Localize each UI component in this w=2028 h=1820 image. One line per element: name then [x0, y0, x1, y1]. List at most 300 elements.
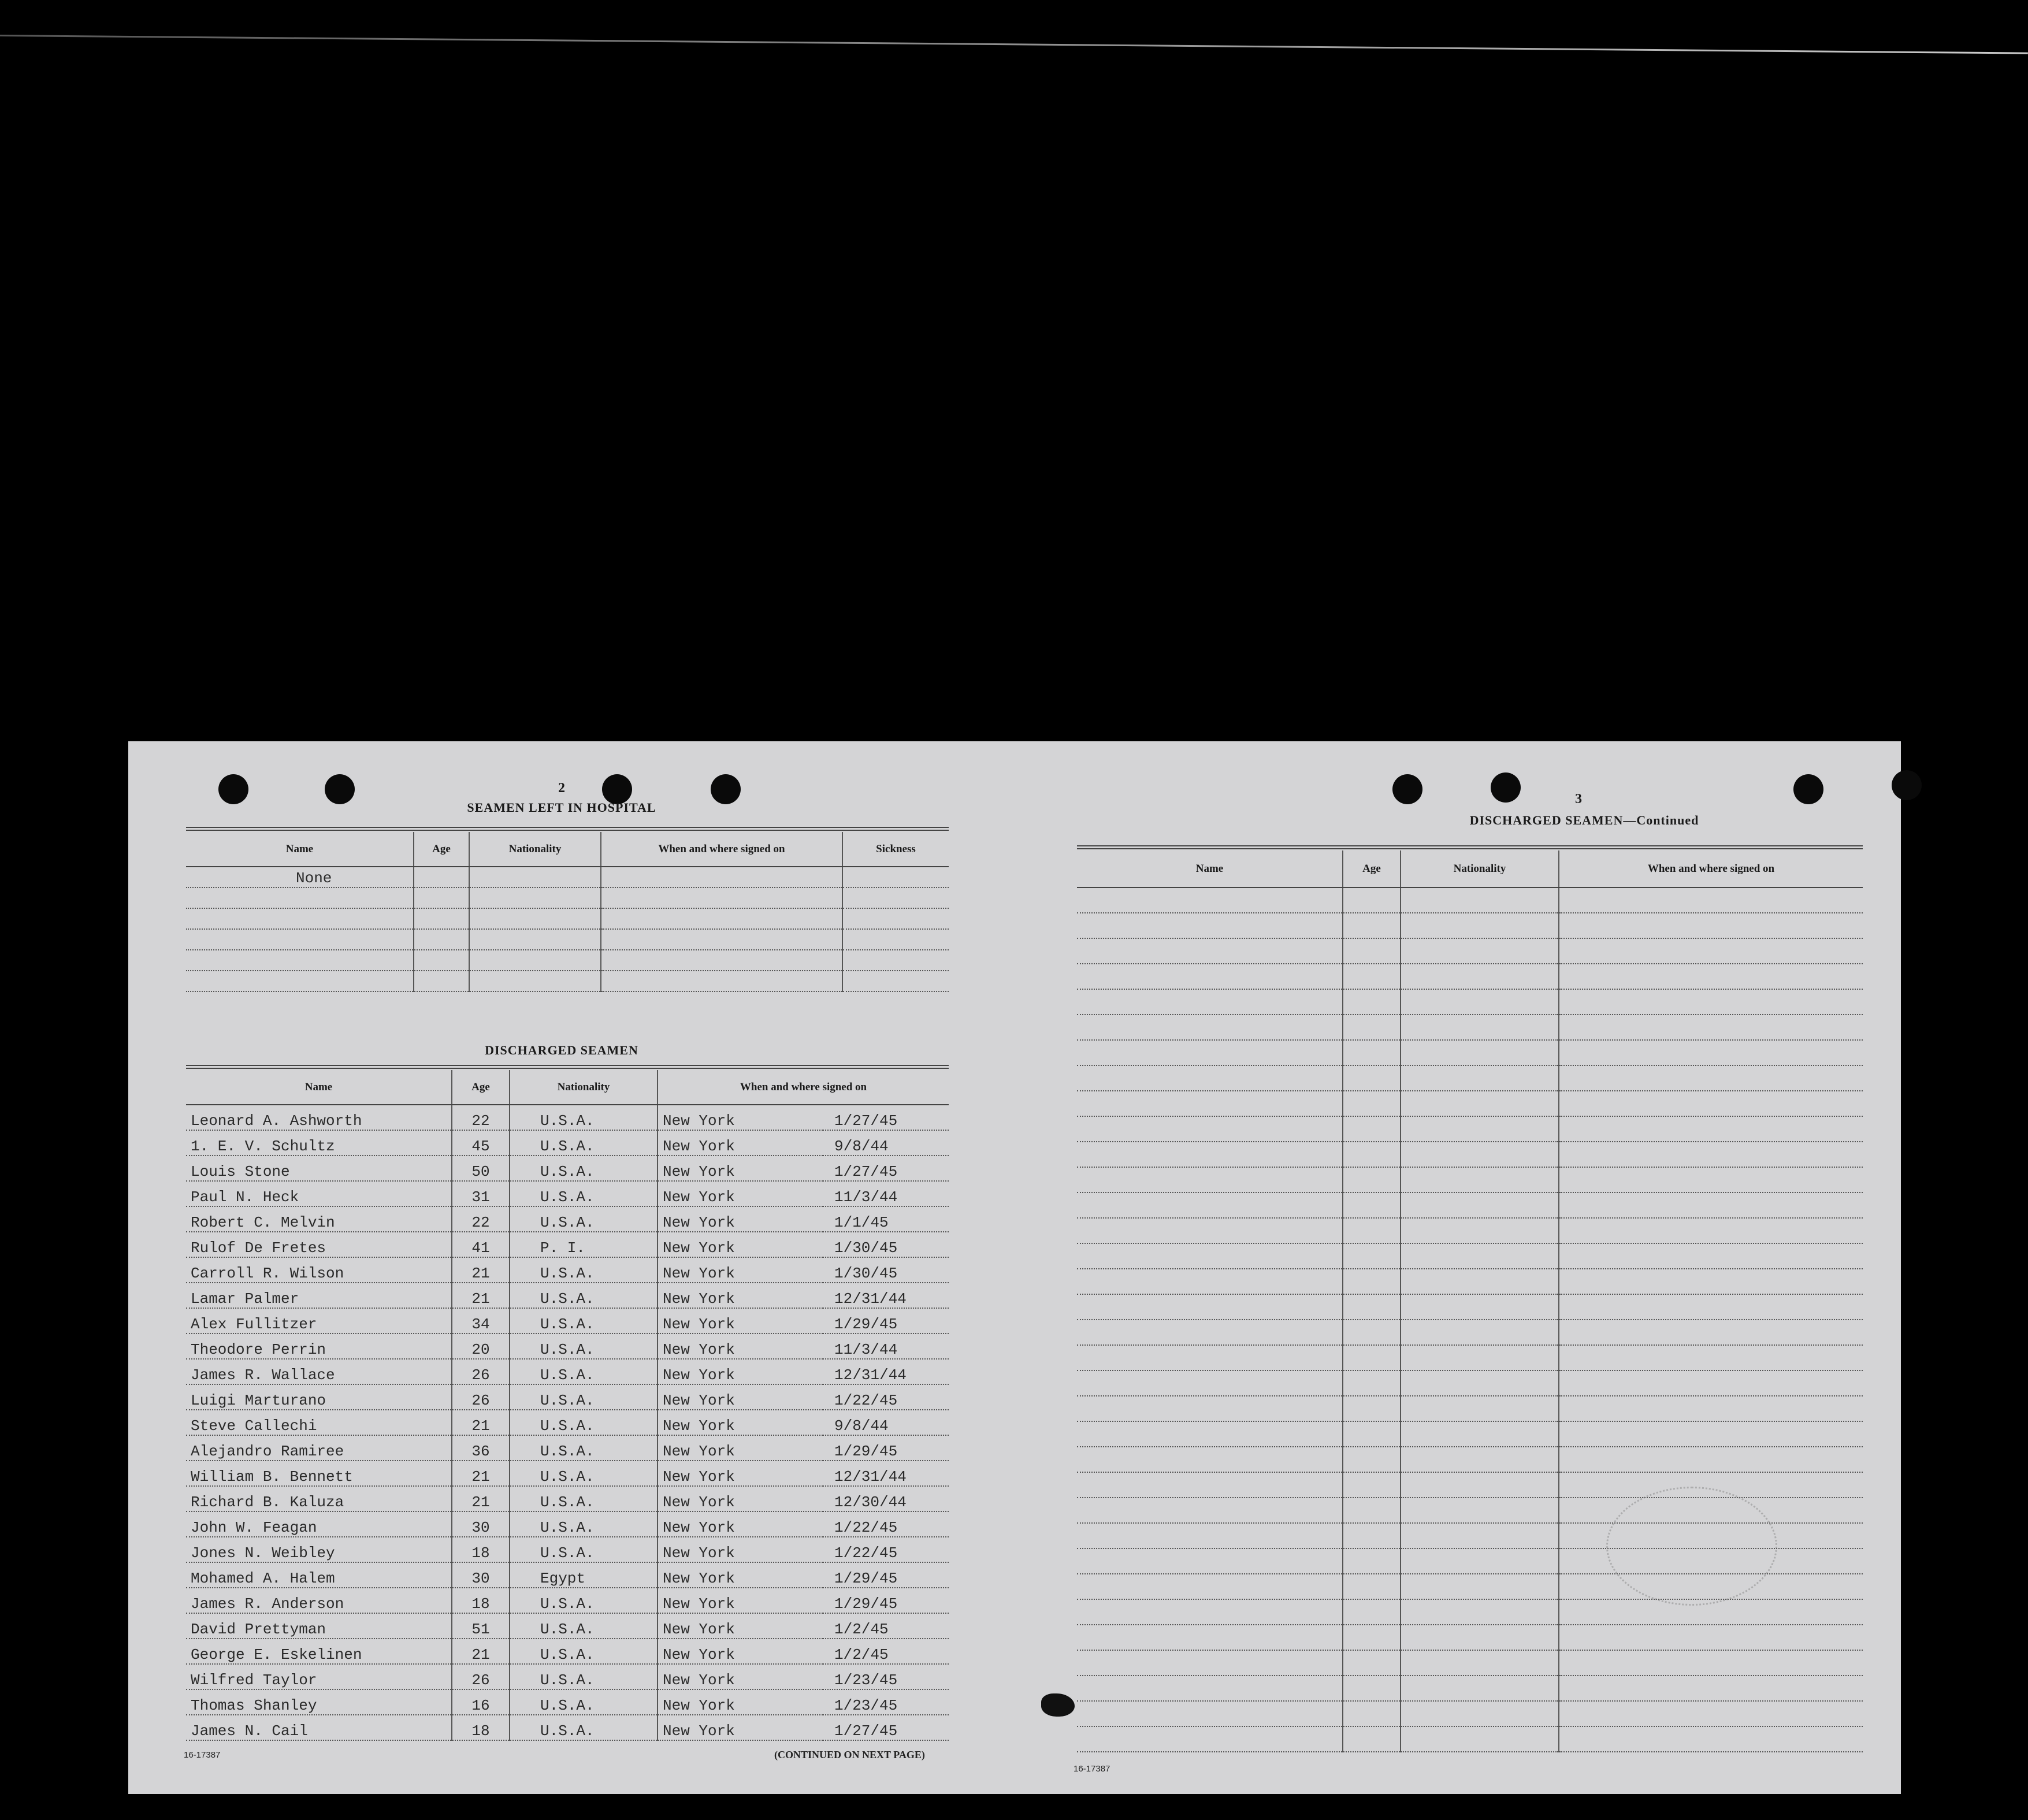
table-cell: Wilfred Taylor	[186, 1664, 452, 1689]
table-cell	[1559, 989, 1863, 1015]
table-cell: New York	[658, 1715, 823, 1740]
table-cell	[1077, 1701, 1343, 1726]
table-row	[1077, 1091, 1863, 1116]
table-row	[186, 1283, 949, 1308]
table-cell: James R. Anderson	[186, 1588, 452, 1613]
table-cell: P. I.	[510, 1232, 658, 1257]
table-cell	[842, 950, 949, 971]
table-cell	[1401, 1676, 1559, 1701]
table-cell	[1343, 1574, 1401, 1599]
table-cell: Alex Fullitzer	[186, 1308, 452, 1334]
punch-hole	[325, 774, 355, 804]
table-cell	[1343, 1294, 1401, 1320]
table-cell: 12/31/44	[823, 1283, 949, 1308]
table-cell: U.S.A.	[510, 1257, 658, 1283]
hospital-table	[186, 832, 949, 992]
table-cell: New York	[658, 1588, 823, 1613]
table-cell: 21	[452, 1257, 510, 1283]
table-row	[186, 1613, 949, 1639]
table-row	[186, 1537, 949, 1562]
table-cell: New York	[658, 1639, 823, 1664]
table-cell: U.S.A.	[510, 1664, 658, 1689]
table-cell	[1077, 1650, 1343, 1676]
table-cell: 1/2/45	[823, 1613, 949, 1639]
table-cell	[601, 887, 842, 908]
table-cell: 26	[452, 1664, 510, 1689]
column-header: When and where signed on	[658, 1070, 949, 1105]
table-cell	[1401, 1548, 1559, 1574]
table-cell	[1401, 913, 1559, 938]
table-row	[1077, 1116, 1863, 1142]
table-cell	[1343, 1015, 1401, 1040]
table-cell	[469, 887, 601, 908]
table-cell: New York	[658, 1562, 823, 1588]
table-cell	[1559, 1320, 1863, 1345]
table-cell	[1401, 1574, 1559, 1599]
table-cell: U.S.A.	[510, 1689, 658, 1715]
table-cell: 26	[452, 1384, 510, 1410]
table-row	[1077, 1065, 1863, 1091]
table-cell	[1077, 1421, 1343, 1447]
table-row	[186, 887, 949, 908]
table-row	[186, 1588, 949, 1613]
table-cell: New York	[658, 1206, 823, 1232]
table-cell: New York	[658, 1486, 823, 1511]
table-cell	[1077, 1091, 1343, 1116]
table-cell: U.S.A.	[510, 1308, 658, 1334]
table-cell: 20	[452, 1334, 510, 1359]
table-cell	[414, 950, 469, 971]
table-cell	[1401, 938, 1559, 964]
table-cell	[1077, 1193, 1343, 1218]
table-cell	[1401, 1167, 1559, 1193]
table-cell: 21	[452, 1461, 510, 1486]
table-cell: Jones N. Weibley	[186, 1537, 452, 1562]
table-cell	[1343, 1116, 1401, 1142]
table-cell: Richard B. Kaluza	[186, 1486, 452, 1511]
table-row	[186, 908, 949, 929]
table-cell	[842, 929, 949, 950]
double-rule	[186, 1065, 949, 1069]
table-cell	[1077, 1548, 1343, 1574]
table-cell	[414, 971, 469, 991]
table-cell: 1/23/45	[823, 1664, 949, 1689]
table-cell	[1559, 1167, 1863, 1193]
table-cell	[1077, 1625, 1343, 1650]
continued-table	[1077, 850, 1863, 1752]
table-cell: 50	[452, 1156, 510, 1181]
table-cell: 1/23/45	[823, 1689, 949, 1715]
table-cell	[1559, 1370, 1863, 1396]
table-row	[186, 1486, 949, 1511]
table-cell	[1559, 938, 1863, 964]
table-cell	[1401, 964, 1559, 989]
scan-edge-line	[0, 35, 2028, 54]
table-cell: 1/29/45	[823, 1308, 949, 1334]
table-row	[186, 971, 949, 991]
table-cell	[1343, 1726, 1401, 1752]
table-row	[1077, 913, 1863, 938]
table-cell	[1077, 913, 1343, 938]
table-cell: Louis Stone	[186, 1156, 452, 1181]
table-row	[1077, 1650, 1863, 1676]
table-cell: New York	[658, 1156, 823, 1181]
table-cell: New York	[658, 1105, 823, 1130]
table-cell	[1559, 1193, 1863, 1218]
table-row	[186, 1257, 949, 1283]
table-cell	[1077, 1218, 1343, 1243]
table-cell: 9/8/44	[823, 1410, 949, 1435]
table-cell: 22	[452, 1206, 510, 1232]
column-header: When and where signed on	[601, 832, 842, 867]
table-cell: U.S.A.	[510, 1639, 658, 1664]
table-cell	[186, 929, 414, 950]
table-cell	[1343, 1421, 1401, 1447]
table-cell	[469, 908, 601, 929]
table-cell: 18	[452, 1588, 510, 1613]
table-cell	[1343, 1218, 1401, 1243]
table-cell	[1343, 1370, 1401, 1396]
table-cell	[469, 971, 601, 991]
table-cell: 21	[452, 1486, 510, 1511]
table-cell	[1559, 1269, 1863, 1294]
table-row	[186, 1410, 949, 1435]
table-cell	[1401, 1116, 1559, 1142]
table-cell	[1077, 1015, 1343, 1040]
table-cell	[842, 867, 949, 887]
table-cell: 51	[452, 1613, 510, 1639]
table-cell	[1343, 989, 1401, 1015]
table-cell: 34	[452, 1308, 510, 1334]
table-cell	[1559, 887, 1863, 913]
table-cell	[1077, 1447, 1343, 1472]
table-cell	[1401, 1142, 1559, 1167]
table-cell: 31	[452, 1181, 510, 1206]
table-cell	[1559, 1243, 1863, 1269]
table-cell	[1343, 1091, 1401, 1116]
table-cell: 1/27/45	[823, 1715, 949, 1740]
table-cell: 1. E. V. Schultz	[186, 1130, 452, 1156]
table-cell	[186, 887, 414, 908]
punch-hole	[1392, 774, 1422, 804]
table-cell	[1077, 1116, 1343, 1142]
table-cell: New York	[658, 1537, 823, 1562]
table-cell: New York	[658, 1181, 823, 1206]
table-cell	[1343, 1345, 1401, 1370]
table-cell	[1343, 1676, 1401, 1701]
table-cell	[1401, 1472, 1559, 1498]
table-cell	[1401, 887, 1559, 913]
table-cell: Luigi Marturano	[186, 1384, 452, 1410]
table-cell: New York	[658, 1308, 823, 1334]
table-cell: Steve Callechi	[186, 1410, 452, 1435]
table-cell: 45	[452, 1130, 510, 1156]
table-cell	[1343, 964, 1401, 989]
table-row	[186, 1715, 949, 1740]
table-cell	[1401, 1396, 1559, 1421]
table-cell	[1559, 1421, 1863, 1447]
table-cell	[1559, 1726, 1863, 1752]
table-cell	[1401, 1523, 1559, 1548]
table-cell: 1/27/45	[823, 1105, 949, 1130]
table-cell	[1401, 1193, 1559, 1218]
column-header: Nationality	[1401, 850, 1559, 887]
table-cell	[842, 908, 949, 929]
table-cell	[1401, 1447, 1559, 1472]
continued-note: (CONTINUED ON NEXT PAGE)	[774, 1749, 925, 1760]
table-cell	[1343, 1320, 1401, 1345]
table-cell: New York	[658, 1257, 823, 1283]
right-page	[1006, 741, 1901, 1794]
table-cell	[1343, 1269, 1401, 1294]
table-cell: U.S.A.	[510, 1461, 658, 1486]
table-cell	[414, 867, 469, 887]
table-cell	[1559, 913, 1863, 938]
column-header: Nationality	[469, 832, 601, 867]
table-cell	[601, 867, 842, 887]
table-row	[186, 1206, 949, 1232]
table-cell	[414, 929, 469, 950]
column-header: Age	[452, 1070, 510, 1105]
table-cell	[1343, 1523, 1401, 1548]
table-cell	[1401, 1650, 1559, 1676]
table-cell	[1401, 1726, 1559, 1752]
table-cell: 1/22/45	[823, 1384, 949, 1410]
table-cell	[1559, 1701, 1863, 1726]
table-row	[1077, 989, 1863, 1015]
table-cell: 1/29/45	[823, 1562, 949, 1588]
column-header: Age	[414, 832, 469, 867]
column-header: Sickness	[842, 832, 949, 867]
table-cell: 1/22/45	[823, 1537, 949, 1562]
table-cell	[1343, 1243, 1401, 1269]
table-cell	[1559, 1040, 1863, 1065]
table-row	[186, 1511, 949, 1537]
table-row	[186, 1105, 949, 1130]
table-cell	[1077, 1142, 1343, 1167]
table-cell	[1077, 1599, 1343, 1625]
table-cell: 18	[452, 1715, 510, 1740]
table-cell	[1559, 1676, 1863, 1701]
table-cell	[1343, 1625, 1401, 1650]
table-cell	[1343, 1599, 1401, 1625]
table-row	[186, 1130, 949, 1156]
table-row	[1077, 1625, 1863, 1650]
table-cell	[1077, 1320, 1343, 1345]
table-cell: Theodore Perrin	[186, 1334, 452, 1359]
table-row	[1077, 1015, 1863, 1040]
table-cell	[1559, 1218, 1863, 1243]
table-cell: U.S.A.	[510, 1613, 658, 1639]
table-cell: New York	[658, 1359, 823, 1384]
column-header: When and where signed on	[1559, 850, 1863, 887]
table-cell: U.S.A.	[510, 1156, 658, 1181]
table-cell: U.S.A.	[510, 1206, 658, 1232]
table-cell: U.S.A.	[510, 1359, 658, 1384]
table-cell: 1/30/45	[823, 1257, 949, 1283]
table-cell: Robert C. Melvin	[186, 1206, 452, 1232]
table-row	[186, 1461, 949, 1486]
table-cell	[1077, 989, 1343, 1015]
table-cell: None	[186, 867, 414, 887]
table-cell: U.S.A.	[510, 1435, 658, 1461]
table-row	[1077, 1396, 1863, 1421]
column-header: Name	[186, 1070, 452, 1105]
table-cell: U.S.A.	[510, 1410, 658, 1435]
table-cell	[1077, 887, 1343, 913]
table-cell	[1559, 1447, 1863, 1472]
table-cell: 12/31/44	[823, 1359, 949, 1384]
table-cell	[1343, 913, 1401, 938]
table-cell: James N. Cail	[186, 1715, 452, 1740]
table-row	[1077, 1599, 1863, 1625]
hospital-section-title: SEAMEN LEFT IN HOSPITAL	[467, 800, 656, 815]
table-cell	[186, 971, 414, 991]
table-cell	[1401, 1421, 1559, 1447]
table-cell	[1401, 1498, 1559, 1523]
table-row	[186, 1359, 949, 1384]
table-cell: U.S.A.	[510, 1283, 658, 1308]
table-cell: 22	[452, 1105, 510, 1130]
table-row	[186, 1435, 949, 1461]
table-cell	[1343, 1650, 1401, 1676]
table-cell: Egypt	[510, 1562, 658, 1588]
column-header: Nationality	[510, 1070, 658, 1105]
table-cell: 1/1/45	[823, 1206, 949, 1232]
table-cell: 1/22/45	[823, 1511, 949, 1537]
table-cell: New York	[658, 1664, 823, 1689]
table-row	[186, 1562, 949, 1588]
table-row	[186, 1689, 949, 1715]
table-cell	[1077, 1243, 1343, 1269]
punch-hole	[1491, 772, 1521, 803]
table-cell: New York	[658, 1435, 823, 1461]
table-cell	[1077, 1370, 1343, 1396]
table-cell: 30	[452, 1511, 510, 1537]
table-cell	[414, 887, 469, 908]
faded-stamp	[1606, 1487, 1777, 1606]
table-cell: U.S.A.	[510, 1130, 658, 1156]
table-cell	[1077, 1676, 1343, 1701]
table-cell: William B. Bennett	[186, 1461, 452, 1486]
table-cell	[1559, 1116, 1863, 1142]
table-row	[1077, 1421, 1863, 1447]
table-cell: James R. Wallace	[186, 1359, 452, 1384]
punch-hole	[711, 774, 741, 804]
table-cell	[1343, 1701, 1401, 1726]
table-cell	[1077, 938, 1343, 964]
table-row	[1077, 964, 1863, 989]
table-cell: U.S.A.	[510, 1511, 658, 1537]
table-cell	[1559, 1015, 1863, 1040]
table-cell: New York	[658, 1334, 823, 1359]
table-row	[186, 929, 949, 950]
table-row	[186, 1384, 949, 1410]
table-cell	[1343, 1396, 1401, 1421]
table-cell	[1343, 1040, 1401, 1065]
table-cell: Leonard A. Ashworth	[186, 1105, 452, 1130]
table-cell: Lamar Palmer	[186, 1283, 452, 1308]
table-cell	[1401, 1345, 1559, 1370]
table-cell	[601, 950, 842, 971]
table-cell	[1077, 1269, 1343, 1294]
table-cell: 21	[452, 1410, 510, 1435]
discharged-table	[186, 1070, 949, 1741]
table-cell	[1401, 1599, 1559, 1625]
table-cell	[1559, 964, 1863, 989]
table-cell	[1559, 1142, 1863, 1167]
table-row	[1077, 1320, 1863, 1345]
continued-section-title: DISCHARGED SEAMEN—Continued	[1469, 813, 1699, 827]
table-cell: Paul N. Heck	[186, 1181, 452, 1206]
form-number: 16-17387	[1074, 1764, 1110, 1774]
table-cell: U.S.A.	[510, 1537, 658, 1562]
table-cell	[1077, 1345, 1343, 1370]
table-cell	[1401, 1015, 1559, 1040]
ink-smudge	[1041, 1693, 1075, 1717]
table-cell	[1343, 1193, 1401, 1218]
table-cell	[1077, 1040, 1343, 1065]
table-cell	[1077, 1498, 1343, 1523]
table-cell	[469, 929, 601, 950]
table-row	[1077, 1269, 1863, 1294]
form-number: 16-17387	[184, 1750, 221, 1760]
table-cell: 1/27/45	[823, 1156, 949, 1181]
table-row	[186, 1308, 949, 1334]
table-cell	[1077, 1294, 1343, 1320]
table-cell	[1077, 1574, 1343, 1599]
table-cell	[1343, 1447, 1401, 1472]
table-cell: New York	[658, 1461, 823, 1486]
table-cell	[1401, 1625, 1559, 1650]
table-row	[1077, 1218, 1863, 1243]
table-cell: U.S.A.	[510, 1334, 658, 1359]
table-cell	[1559, 1650, 1863, 1676]
table-cell	[186, 908, 414, 929]
table-cell	[1401, 1294, 1559, 1320]
table-row	[1077, 1345, 1863, 1370]
table-row	[1077, 1370, 1863, 1396]
table-row	[186, 867, 949, 887]
table-cell: New York	[658, 1283, 823, 1308]
table-cell	[1077, 1167, 1343, 1193]
table-row	[1077, 1142, 1863, 1167]
punch-hole	[218, 774, 248, 804]
table-cell	[1401, 1040, 1559, 1065]
table-cell: 18	[452, 1537, 510, 1562]
table-cell	[1343, 1548, 1401, 1574]
table-cell	[1077, 1065, 1343, 1091]
table-row	[1077, 1701, 1863, 1726]
table-cell	[1401, 1065, 1559, 1091]
table-cell	[469, 867, 601, 887]
table-cell	[1343, 1167, 1401, 1193]
table-cell	[601, 908, 842, 929]
table-cell: U.S.A.	[510, 1588, 658, 1613]
table-cell: John W. Feagan	[186, 1511, 452, 1537]
table-row	[1077, 1726, 1863, 1752]
table-cell: 1/29/45	[823, 1435, 949, 1461]
table-row	[186, 1156, 949, 1181]
table-cell: 21	[452, 1283, 510, 1308]
table-cell: Alejandro Ramiree	[186, 1435, 452, 1461]
table-cell: 9/8/44	[823, 1130, 949, 1156]
page-number: 2	[558, 781, 565, 796]
table-cell	[1343, 1472, 1401, 1498]
table-cell: U.S.A.	[510, 1105, 658, 1130]
table-row	[186, 1664, 949, 1689]
table-cell	[1401, 1701, 1559, 1726]
